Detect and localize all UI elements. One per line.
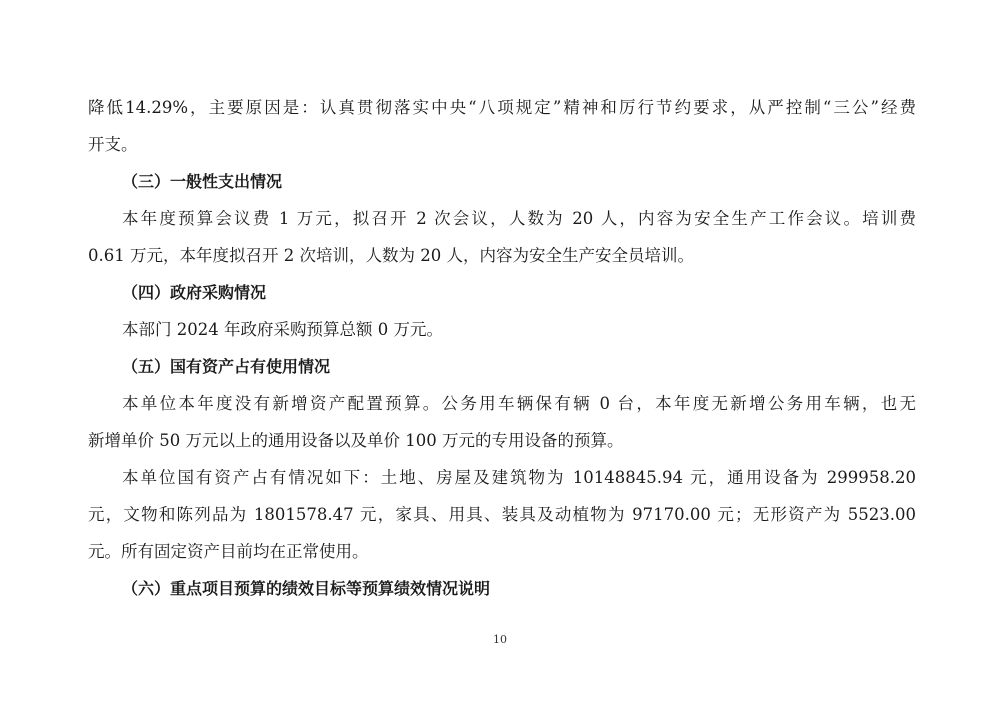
page-number: 10 bbox=[493, 633, 507, 646]
paragraph-line: 本单位国有资产占有情况如下：土地、房屋及建筑物为 10148845.94 元，通用设备为 299958.20 bbox=[122, 468, 916, 487]
section-heading-state-assets: （五）国有资产占有使用情况 bbox=[122, 357, 331, 376]
paragraph-line: 元。所有固定资产目前均在正常使用。 bbox=[88, 542, 369, 561]
paragraph-line: 本单位本年度没有新增资产配置预算。公务用车辆保有辆 0 台，本年度无新增公务用车辆，也无 bbox=[122, 394, 916, 413]
paragraph-line: 0.61 万元，本年度拟召开 2 次培训，人数为 20 人，内容为安全生产安全员培训。 bbox=[88, 246, 694, 265]
section-heading-general-expenditure: （三）一般性支出情况 bbox=[122, 172, 283, 191]
paragraph-line: 本年度预算会议费 1 万元，拟召开 2 次会议，人数为 20 人，内容为安全生产工作会议。培训费 bbox=[122, 209, 916, 228]
paragraph-continuation-line: 开支。 bbox=[88, 135, 138, 154]
paragraph-line: 元，文物和陈列品为 1801578.47 元，家具、用具、装具及动植物为 97170.00 元；无形资产为 5523.00 bbox=[88, 505, 916, 524]
paragraph-line: 新增单价 50 万元以上的通用设备以及单价 100 万元的专用设备的预算。 bbox=[88, 431, 624, 450]
section-heading-government-procurement: （四）政府采购情况 bbox=[122, 283, 267, 302]
paragraph-line: 本部门 2024 年政府采购预算总额 0 万元。 bbox=[122, 320, 443, 339]
section-heading-performance-goals: （六）重点项目预算的绩效目标等预算绩效情况说明 bbox=[122, 579, 491, 598]
paragraph-continuation-line: 降低14.29%，主要原因是：认真贯彻落实中央“八项规定”精神和厉行节约要求，从严控制“三公”经费 bbox=[88, 98, 916, 117]
